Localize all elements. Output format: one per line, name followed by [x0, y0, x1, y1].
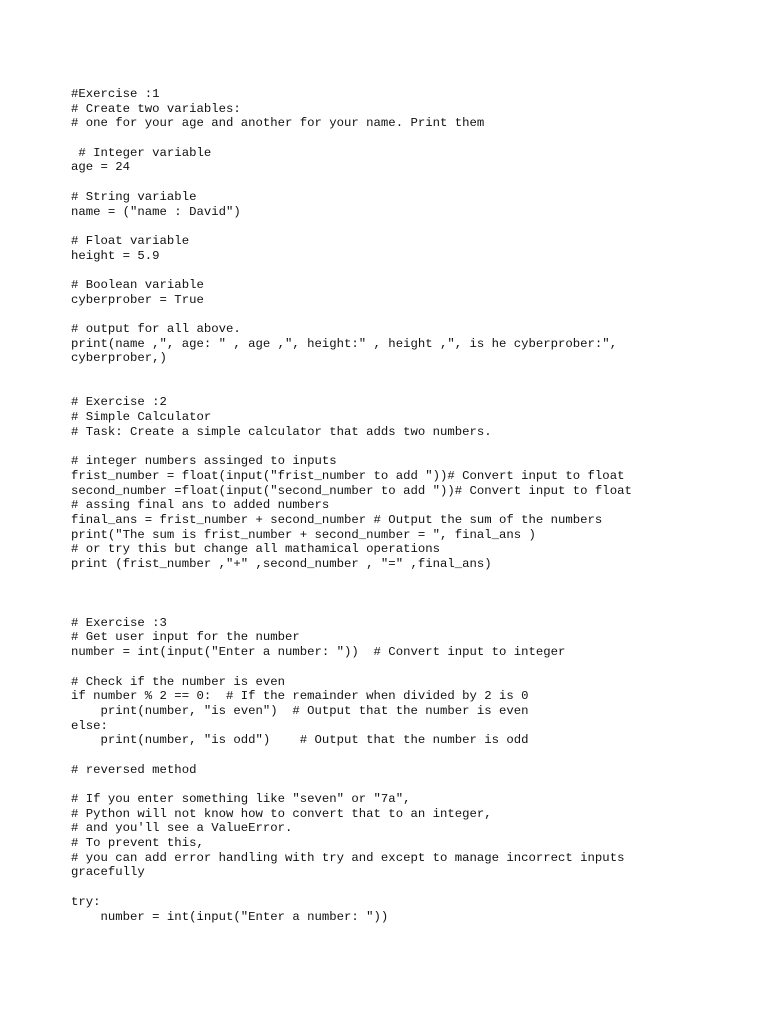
code-line: # you can add error handling with try and except to manage incorrect inputs	[71, 850, 625, 865]
code-line: # and you'll see a ValueError.	[71, 821, 293, 836]
code-line	[71, 131, 751, 146]
code-listing	[71, 87, 751, 924]
code-line: # String variable	[71, 189, 197, 204]
code-line: # assing final ans to added numbers	[71, 498, 330, 513]
code-line: # Python will not know how to convert that to an integer,	[71, 806, 492, 821]
code-line	[71, 219, 751, 234]
code-line: try:	[71, 894, 101, 909]
code-line: print("The sum is frist_number + second_number = ", final_ans )	[71, 527, 536, 542]
code-line: # Get user input for the number	[71, 630, 300, 645]
code-line: # one for your age and another for your name. Print them	[71, 116, 485, 131]
code-line: print(name ,", age: " , age ,", height:" , height ,", is he cyberprober:",	[71, 336, 618, 351]
code-line: final_ans = frist_number + second_number # Output the sum of the numbers	[71, 512, 603, 527]
code-line: cyberprober,)	[71, 351, 167, 366]
code-line	[71, 572, 751, 587]
code-line	[71, 366, 751, 381]
code-line: # output for all above.	[71, 322, 241, 336]
code-line: # Task: Create a simple calculator that adds two numbers.	[71, 424, 492, 439]
code-line: # Exercise :2	[71, 395, 167, 410]
code-line	[71, 586, 751, 601]
code-line: # To prevent this,	[71, 836, 204, 851]
code-line: if number % 2 == 0: # If the remainder when divided by 2 is 0	[71, 689, 529, 704]
code-line: age = 24	[71, 160, 131, 175]
code-line: # Integer variable	[71, 145, 212, 160]
code-line	[71, 440, 751, 455]
code-line: # Boolean variable	[71, 277, 204, 292]
code-line: second_number =float(input("second_number to add "))# Convert input to float	[71, 483, 632, 498]
code-line	[71, 601, 751, 616]
code-line: number = int(input("Enter a number: "))	[71, 909, 389, 924]
code-line: else:	[71, 718, 108, 733]
code-line: # Exercise :3	[71, 615, 167, 630]
code-line	[71, 175, 751, 190]
code-line	[71, 880, 751, 895]
code-line: #Exercise :1	[71, 87, 160, 101]
code-line: # Float variable	[71, 233, 190, 248]
code-line	[71, 660, 751, 675]
code-line: print(number, "is odd") # Output that the number is odd	[71, 733, 529, 748]
code-line: gracefully	[71, 865, 145, 880]
code-line: # Simple Calculator	[71, 410, 212, 425]
code-line: frist_number = float(input("frist_number to add "))# Convert input to float	[71, 468, 625, 483]
code-line: # If you enter something like "seven" or "7a",	[71, 792, 411, 806]
code-line	[71, 748, 751, 763]
code-line: print (frist_number ,"+" ,second_number , "=" ,final_ans)	[71, 557, 492, 571]
code-line: # Create two variables:	[71, 101, 241, 116]
code-line	[71, 263, 751, 278]
code-line	[71, 381, 751, 396]
code-line: cyberprober = True	[71, 292, 204, 307]
code-line: print(number, "is even") # Output that the number is even	[71, 703, 529, 718]
code-line: height = 5.9	[71, 248, 160, 263]
code-line: # reversed method	[71, 762, 197, 777]
code-line	[71, 777, 751, 792]
code-line: # or try this but change all mathamical operations	[71, 542, 440, 557]
code-line: # Check if the number is even	[71, 674, 286, 689]
code-line: name = ("name : David")	[71, 204, 241, 219]
code-line: # integer numbers assinged to inputs	[71, 454, 337, 469]
code-line: number = int(input("Enter a number: ")) # Convert input to integer	[71, 645, 566, 660]
code-line	[71, 307, 751, 322]
